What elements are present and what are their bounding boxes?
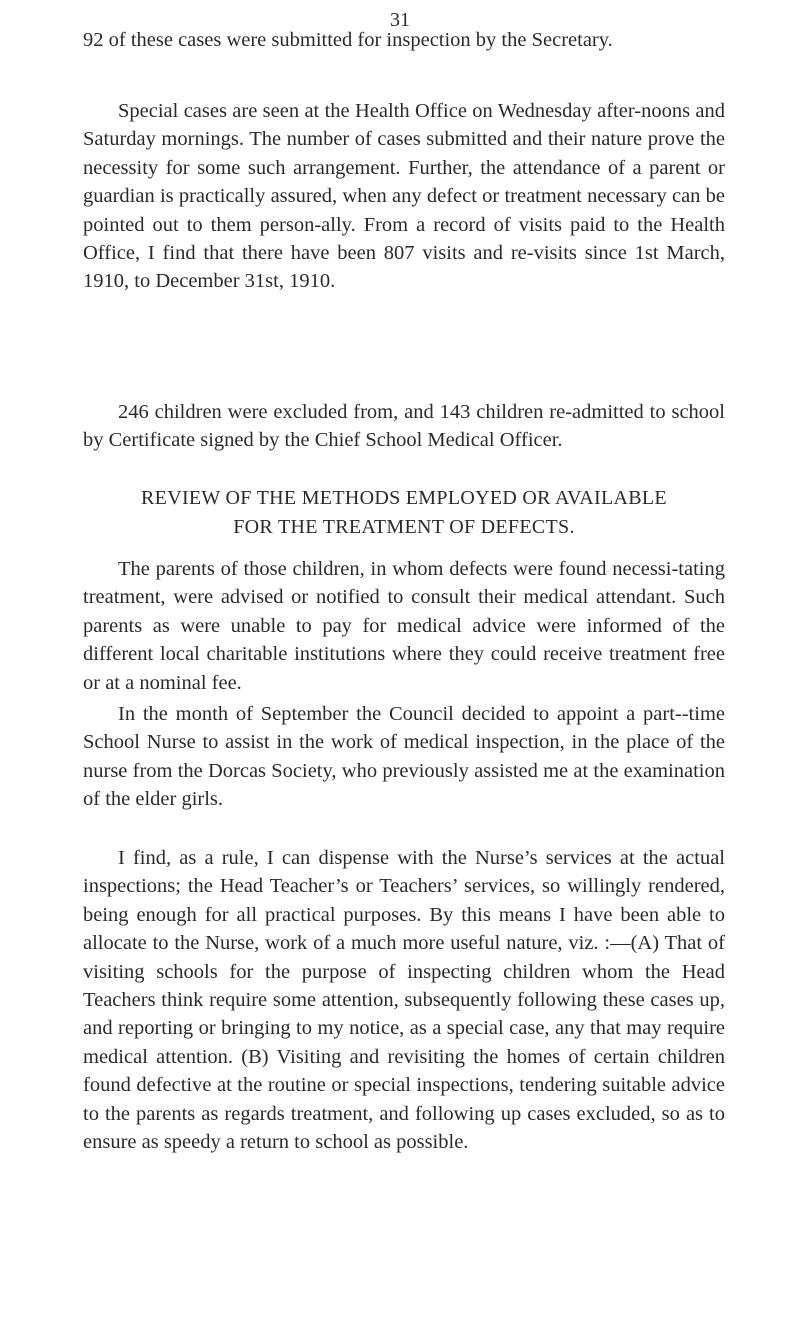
paragraph-secretary-cases: 92 of these cases were submitted for inspection by the Secretary. (83, 29, 613, 51)
paragraph-special-cases: Special cases are seen at the Health Office on Wednesday after-noons and Saturday mornings. The number of cases submitted and their nature prove the necessity for some such arrangement. Further, the attendance of a parent or guardian is practically assured, when any defect or treatment necessary can be pointed out to them person-ally. From a record of visits paid to the Health Office, I find that there have been 807 visits and re-visits since 1st March, 1910, to December 31st, 1910. (83, 100, 725, 293)
paragraph-exclusions: 246 children were excluded from, and 143 children re-admitted to school by Certificate signed by the Chief School Medical Officer. (83, 401, 725, 452)
paragraph-school-nurse: In the month of September the Council decided to appoint a part--time School Nurse to assist in the work of medical inspection, in the place of the nurse from the Dorcas Society, who previously assisted me at the examination of the elder girls. (83, 703, 725, 811)
section-heading (83, 484, 725, 541)
paragraph-nurse-duties: I find, as a rule, I can dispense with the Nurse’s services at the actual inspections; the Head Teacher’s or Teachers’ services, so willingly rendered, being enough for all practical purposes. By this means I have been able to allocate to the Nurse, work of a much more useful nature, viz. :—(A) That of visiting schools for the purpose of inspecting children whom the Head Teachers think require some attention, subsequently following these cases up, and reporting or bringing to my notice, as a special case, any that may require medical attention. (B) Visiting and revisiting the homes of certain children found defective at the routine or special inspections, tendering suitable advice to the parents as regards treatment, and following up cases excluded, so as to ensure as speedy a return to school as possible. (83, 847, 725, 1154)
page-number: 31 (390, 9, 410, 31)
section-heading-line-2: FOR THE TREATMENT OF DEFECTS. (233, 515, 575, 538)
paragraph-parents-advised: The parents of those children, in whom defects were found necessi-tating treatment, were advised or notified to consult their medical attendant. Such parents as were unable to pay for medical advice were informed of the different local charitable institutions where they could receive treatment free or at a nominal fee. (83, 558, 725, 694)
section-heading-line-1: REVIEW OF THE METHODS EMPLOYED OR AVAILABLE (141, 487, 667, 509)
